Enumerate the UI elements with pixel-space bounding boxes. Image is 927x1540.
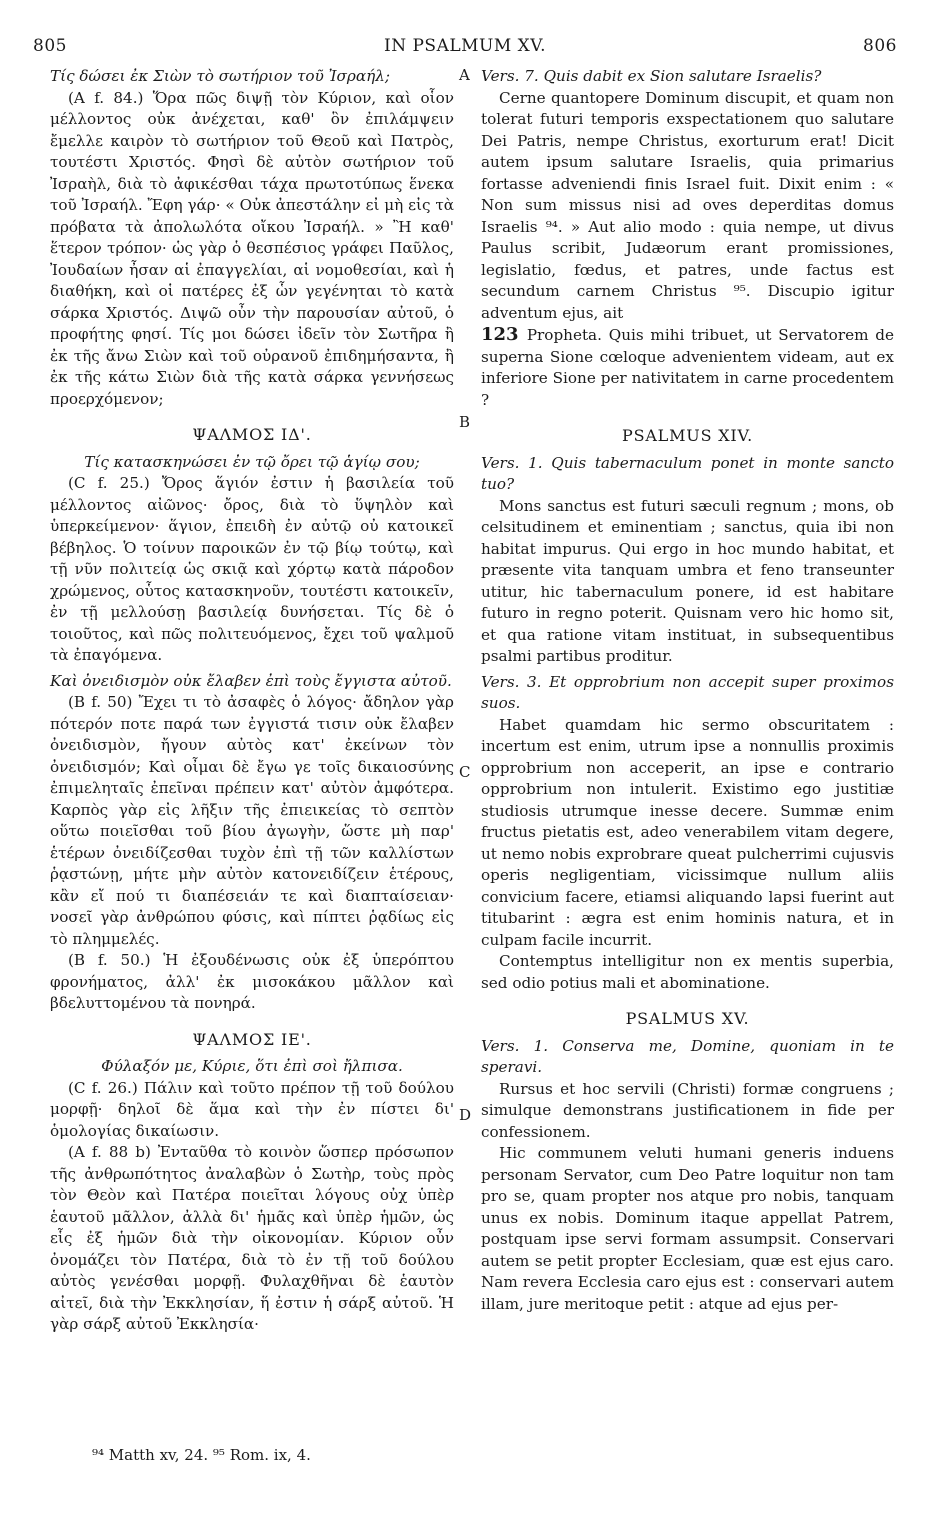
margin-letter-a: A (459, 66, 470, 84)
footnotes: ⁹⁴ Matth xv, 24. ⁹⁵ Rom. ix, 4. (92, 1446, 311, 1464)
latin-paragraph: Hic communem veluti humani generis induens personam Servator, cum Deo Patre loquitur non tam pro se, quam propter nos atque pro nobis, tanquam unus ex nobis. Dominum itaque appellat Patrem, postquam ipse servi formam assumpsit. Conservari autem se petit propter Ecclesiam, quæ est ejus caro. Nam revera Ecclesia caro ejus est : conservari autem illam, jure meritoque petit : atque ad ejus per- (481, 1144, 894, 1313)
greek-paragraph: Καὶ ὀνειδισμὸν οὐκ ἔλαβεν ἐπὶ τοὺς ἔγγιστα αὐτοῦ. (50, 671, 452, 690)
margin-letter-d: D (459, 1106, 472, 1124)
latin-paragraph: PSALMUS XV. (625, 1009, 750, 1028)
running-header (33, 36, 897, 60)
greek-paragraph: ΨΑΛΜΟΣ ΙΔ'. (192, 425, 312, 444)
page-number-right: 806 (863, 36, 897, 56)
latin-paragraph: Vers. 1. Conserva me, Domine, quoniam in te speravi. (481, 1036, 894, 1076)
latin-column (481, 66, 894, 1315)
latin-paragraph: PSALMUS XIV. (622, 426, 753, 445)
greek-paragraph: ΨΑΛΜΟΣ ΙΕ'. (192, 1029, 312, 1049)
greek-column (50, 66, 454, 1336)
greek-paragraph: (A f. 84.) Ὅρα πῶς διψῇ τὸν Κύριον, καὶ οἷον μέλλοντος οὐκ ἀνέχεται, καθ' ὃν ἐπιλάμψειν ἔμελλε καιρὸν τὸ σωτήριον τοῦ Θεοῦ καὶ Πατρὸς, τουτέστι Χριστός. Φησὶ δὲ αὐτὸν σωτήριον τοῦ Ἰσραὴλ, διὰ τὸ ἀφικέσθαι τάχα πρωτοτύπως ἕνεκα τοῦ Ἰσραήλ. Ἔφη γάρ· « Οὐκ ἀπεστάλην εἰ μὴ εἰς τὰ πρόβατα τὰ ἀπολωλότα οἴκου Ἰσραήλ. » Ἢ καθ' ἕτερον τρόπον· ὡς γὰρ ὁ θεσπέσιος γράφει Παῦλος, Ἰουδαίων ἦσαν αἱ ἐπαγγελίαι, αἱ νομοθεσίαι, καὶ ἡ διαθήκη, καὶ οἱ πατέρες ἐξ ὧν γεγένηται τὸ κατὰ σάρκα Χριστός. Διψῶ οὖν τὴν παρουσίαν αὐτοῦ, ὁ προφήτης φησί. Τίς μοι δώσει ἰδεῖν τὸν Σωτῆρα ἢ ἐκ τῆς ἄνω Σιὼν καὶ τοῦ οὐρανοῦ ἐπιδημήσαντα, ἢ ἐκ τῆς κάτω Σιὼν διὰ τῆς κατὰ σάρκα γεννήσεως προερχόμενον; (50, 88, 454, 408)
latin-paragraph (481, 324, 894, 411)
inline-page-number: 123 (481, 324, 527, 345)
page-number-left: 805 (33, 36, 67, 56)
latin-paragraph: Rursus et hoc servili (Christi) formæ congruens ; simulque demonstrans justificationem in fide per confessionem. (481, 1079, 894, 1141)
running-title: IN PSALMUM XV. (383, 36, 546, 56)
greek-paragraph: Τίς δώσει ἐκ Σιὼν τὸ σωτήριον τοῦ Ἰσραήλ; (50, 67, 390, 85)
latin-paragraph: Mons sanctus est futuri sæculi regnum ; mons, ob celsitudinem et eminentiam ; sanctus, quia ibi non habitat impurus. Qui ergo in hoc mundo habitat, et præsente vita tanquam umbra et feno transeunter utitur, hic tabernaculum ponere, id est habitare futuro in regno poterit. Quisnam vero hic homo sit, et qua ratione vitam instituat, in subsequentibus psalmi partibus proditur. (481, 496, 894, 665)
latin-paragraph: Contemptus intelligitur non ex mentis superbia, sed odio potius mali et abominatione. (481, 952, 894, 992)
greek-paragraph: Φύλαξόν με, Κύριε, ὅτι ἐπὶ σοὶ ἤλπισα. (101, 1057, 403, 1075)
greek-paragraph: Τίς κατασκηνώσει ἐν τῷ ὄρει τῷ ἁγίῳ σου; (84, 452, 420, 471)
greek-paragraph: (A f. 88 b) Ἐνταῦθα τὸ κοινὸν ὥσπερ πρόσωπον τῆς ἀνθρωπότητος ἀναλαβὼν ὁ Σωτὴρ, τοὺς πρὸς τὸν Θεὸν καὶ Πατέρα ποιεῖται λόγους οὐχ ὑπὲρ ἑαυτοῦ μᾶλλον, ἀλλὰ δι' ἡμᾶς καὶ ὑπὲρ ἡμῶν, ὡς εἷς ἐξ ἡμῶν διὰ τὴν οἰκονομίαν. Κύριον οὖν ὀνομάζει τὸν Πατέρα, διὰ τὸ ἐν τῇ τοῦ δούλου αὐτὸς γενέσθαι μορφῇ. Φυλαχθῆναι δὲ ἑαυτὸν αἰτεῖ, διὰ τὴν Ἐκκλησίαν, ἥ ἐστιν ἡ σάρξ αὐτοῦ. Ἡ γὰρ σάρξ αὐτοῦ Ἐκκλησία· (50, 1143, 454, 1333)
latin-text: Propheta. Quis mihi tribuet, ut Servatorem de superna Sione cœloque advenientem videam, aut ex inferiore Sione per nativitatem in carne procedentem ? (481, 326, 894, 409)
margin-letter-c: C (459, 763, 471, 781)
greek-paragraph: (C f. 26.) Πάλιν καὶ τοῦτο πρέπον τῇ τοῦ δούλου μορφῇ· δηλοῖ δὲ ἅμα καὶ τὴν ἐν πίστει δι' ὁμολογίας δικαίωσιν. (50, 1078, 454, 1140)
greek-paragraph: (C f. 25.) Ὄρος ἅγιόν ἐστιν ἡ βασιλεία τοῦ μέλλοντος αἰῶνος· ὄρος, διὰ τὸ ὕψηλὸν καὶ ὑπερκείμενον· ἅγιον, ἐπειδὴ ἐν αὐτῷ οὐ κατοικεῖ βέβηλος. Ὁ τοίνυν παροικῶν ἐν τῷ βίῳ τούτῳ, καὶ τῇ νῦν πολιτείᾳ ὡς σκιᾷ καὶ χόρτῳ κατὰ πάροδον χρώμενος, οὗτος κατασκηνοῦν, τουτέστι κατοικεῖν, ἐν τῇ μελλούσῃ βασιλείᾳ δυνήσεται. Τίς δὲ ὁ τοιοῦτος, καὶ πῶς πολιτευόμενος, ἔχει τοῦ ψαλμοῦ τὰ ἐπαγόμενα. (50, 474, 454, 664)
latin-paragraph: Vers. 7. Quis dabit ex Sion salutare Israelis? (481, 67, 822, 85)
latin-paragraph: Cerne quantopere Dominum discupit, et quam non tolerat futuri temporis exspectationem quo salutare Dei Patris, nempe Christus, exorturum erat! Dicit autem ipsum salutare Israelis, quia primarius fortasse adveniendi finis Israel fuit. Dixit enim : « Non sum missus nisi ad oves deperditas domus Israelis ⁹⁴. » Aut alio modo : quia nempe, ut divus Paulus scribit, Judæorum erant promissiones, legislatio, fœdus, et patres, unde factus est secundum carnem Christus ⁹⁵. Discupio igitur adventum ejus, ait (481, 88, 894, 322)
greek-paragraph: (B f. 50) Ἔχει τι τὸ ἀσαφὲς ὁ λόγος· ἄδηλον γὰρ πότερόν ποτε παρά των ἐγγιστά τισιν οὐκ ἔλαβεν ὀνειδισμὸν, ἤγουν αὐτὸς κατ' ἐκείνων τὸν ὀνειδισμόν; Καὶ οἶμαι δὲ ἔγω γε τοῖς δικαιοσύνης ἐπιμεληταῖς ἐπεῖναι πρέπειν κατ' αὐτὸν ἀμφότερα. Καρπὸς γὰρ εἰς λῆξιν τῆς ἐπιεικείας τὸ σεπτὸν οὕτω ποιεῖσθαι τοῦ βίου ἀγωγὴν, ὥστε μὴ παρ' ἑτέρων ὀνειδίζεσθαι τυχὸν ἐπὶ τῇ τῶν καλλίστων ῥᾳστώνῃ, μήτε μὴν αὐτὸν κατονειδίζειν ἑτέρους, κἂν εἴ πού τι διαπέσειάν τε καὶ διαπταίσειαν· νοσεῖ γὰρ ἀνθρώπου φύσις, καὶ πίπτει ῥᾳδίως εἰς τὸ πλημμελές. (50, 693, 454, 948)
latin-paragraph: Vers. 3. Et opprobrium non accepit super proximos suos. (481, 672, 894, 712)
latin-paragraph: Habet quamdam hic sermo obscuritatem : incertum est enim, utrum ipse a nonnullis proximis opprobrium non acceperit, an ipse e contrario opprobrium non intulerit. Existimo ego justitiæ studiosis utrumque inesse decere. Summæ enim fructus pietatis est, adeo venerabilem vitam degere, ut nemo nobis exprobrare queat pulcherrimi cujusvis operis negligentiam, vicissimque nullum aliis convicium facere, etiamsi aliquando lapsi fuerint aut titubarint : ægra est enim hominis natura, et in culpam facile incurrit. (481, 715, 894, 949)
greek-paragraph: (B f. 50.) Ἡ ἐξουδένωσις οὐκ ἐξ ὑπερόπτου φρονήματος, ἀλλ' ἐκ μισοκάκου μᾶλλον καὶ βδελυττομένου τὰ πονηρά. (50, 951, 454, 1012)
margin-letter-b: B (459, 413, 471, 431)
latin-paragraph: Vers. 1. Quis tabernaculum ponet in monte sancto tuo? (481, 453, 894, 493)
